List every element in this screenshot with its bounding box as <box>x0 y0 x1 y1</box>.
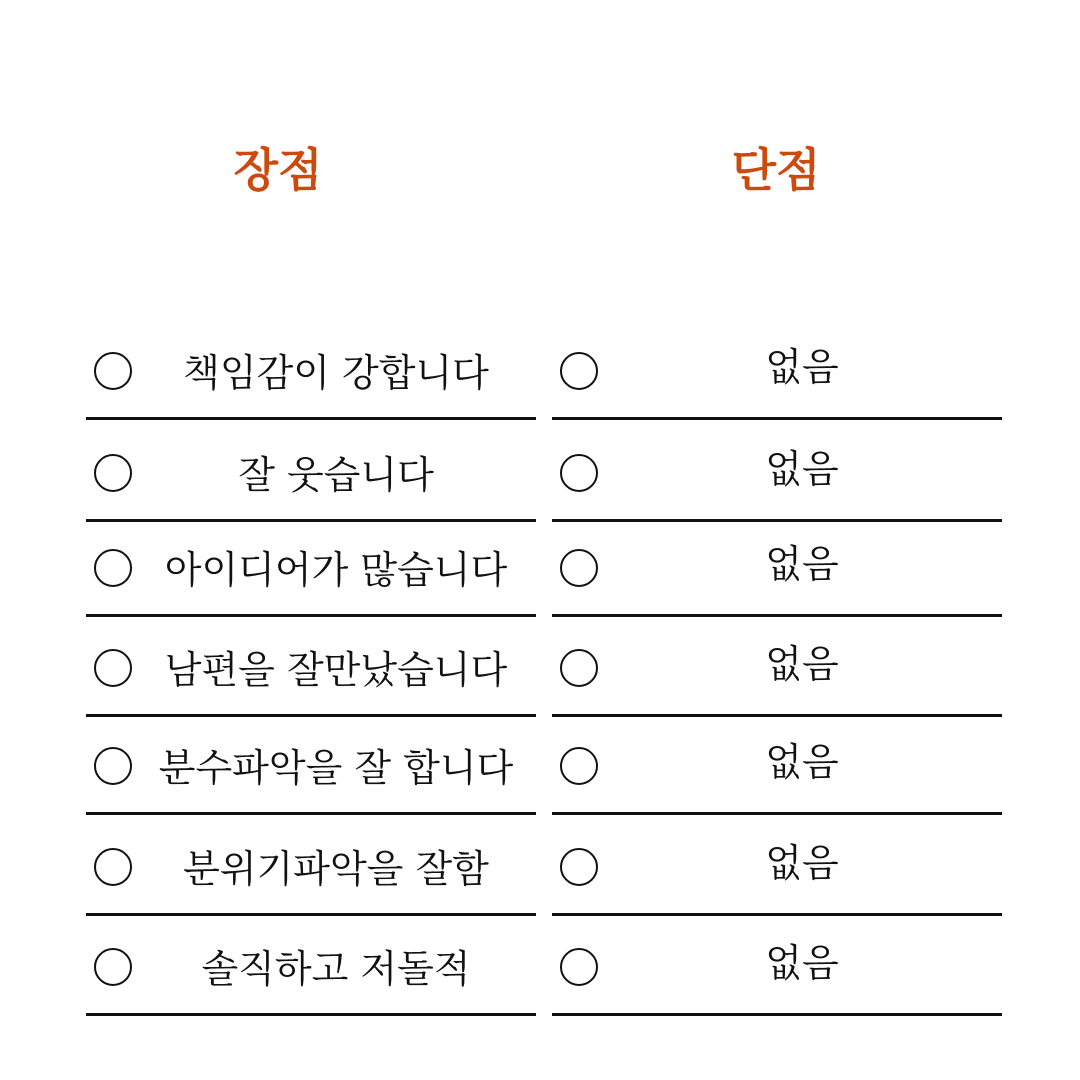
pros-item <box>86 715 536 815</box>
pros-item-text: 아이디어가 많습니다 <box>164 548 508 592</box>
underline <box>552 812 1002 815</box>
circle-icon[interactable] <box>560 454 598 492</box>
pros-item-text: 솔직하고 저돌적 <box>201 947 471 991</box>
circle-icon[interactable] <box>560 649 598 687</box>
cons-item-text: 없음 <box>765 941 839 985</box>
pros-item-text: 남편을 잘만났습니다 <box>164 648 508 692</box>
circle-icon[interactable] <box>560 352 598 390</box>
circle-icon[interactable] <box>94 948 132 986</box>
pros-list <box>86 320 536 1020</box>
circle-icon[interactable] <box>560 848 598 886</box>
pros-heading: 장점 <box>233 143 323 197</box>
circle-icon[interactable] <box>94 649 132 687</box>
underline <box>86 812 536 815</box>
cons-item <box>552 320 1002 420</box>
pros-item <box>86 422 536 522</box>
cons-heading: 단점 <box>731 143 821 197</box>
circle-icon[interactable] <box>560 549 598 587</box>
cons-item <box>552 816 1002 916</box>
pros-item-text: 책임감이 강합니다 <box>183 351 489 395</box>
cons-item <box>552 916 1002 1016</box>
cons-item-text: 없음 <box>765 542 839 586</box>
underline <box>86 417 536 420</box>
pros-item-text: 잘 웃습니다 <box>238 453 434 497</box>
pros-item <box>86 617 536 717</box>
pros-item <box>86 320 536 420</box>
pros-item-text: 분위기파악을 잘함 <box>183 847 489 891</box>
underline <box>552 1013 1002 1016</box>
circle-icon[interactable] <box>560 948 598 986</box>
cons-item <box>552 617 1002 717</box>
cons-item-text: 없음 <box>765 345 839 389</box>
cons-list <box>552 320 1002 1020</box>
pros-item <box>86 816 536 916</box>
cons-item-text: 없음 <box>765 740 839 784</box>
pros-item-text: 분수파악을 잘 합니다 <box>158 746 514 790</box>
circle-icon[interactable] <box>560 747 598 785</box>
cons-item <box>552 422 1002 522</box>
circle-icon[interactable] <box>94 747 132 785</box>
circle-icon[interactable] <box>94 848 132 886</box>
underline <box>86 1013 536 1016</box>
cons-item <box>552 715 1002 815</box>
underline <box>552 417 1002 420</box>
cons-item-text: 없음 <box>765 447 839 491</box>
cons-item <box>552 517 1002 617</box>
circle-icon[interactable] <box>94 549 132 587</box>
circle-icon[interactable] <box>94 352 132 390</box>
pros-item <box>86 916 536 1016</box>
circle-icon[interactable] <box>94 454 132 492</box>
pros-item <box>86 517 536 617</box>
cons-item-text: 없음 <box>765 642 839 686</box>
cons-item-text: 없음 <box>765 841 839 885</box>
